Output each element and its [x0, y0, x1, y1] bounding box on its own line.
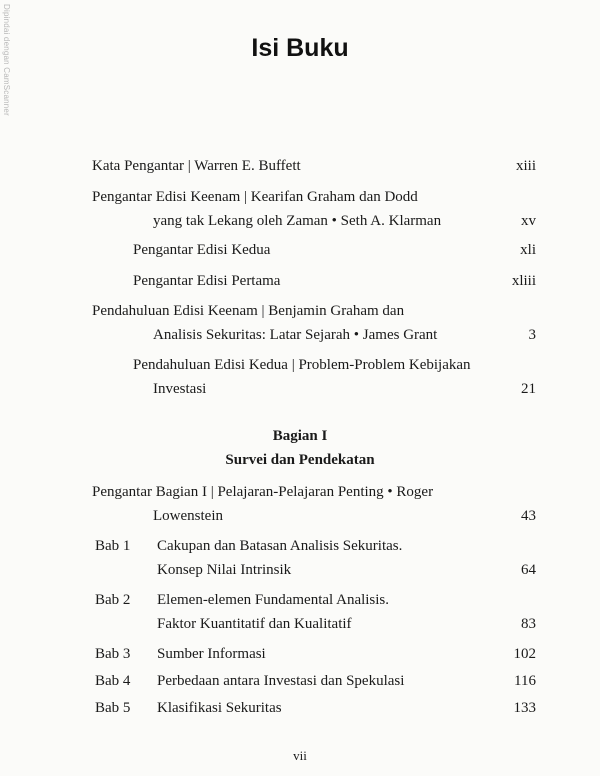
toc-entry-line: yang tak Lekang oleh Zaman • Seth A. Klarman	[153, 213, 442, 229]
chapter-title-line: Sumber Informasi	[157, 646, 266, 662]
toc-entry-line: Pendahuluan Edisi Kedua | Problem-Problem Kebijakan	[133, 357, 471, 373]
toc-entry-line: Lowenstein	[153, 508, 223, 524]
chapter-title-line: Faktor Kuantitatif dan Kualitatif	[157, 616, 352, 632]
toc-entry-line: Pengantar Edisi Kedua	[133, 242, 271, 258]
chapter-page: 102	[513, 646, 536, 662]
chapter-page: 116	[514, 673, 536, 689]
chapter-label: Bab 4	[95, 673, 131, 689]
toc-entry-page: xliii	[511, 273, 536, 289]
chapter-title-line: Elemen-elemen Fundamental Analisis.	[157, 592, 390, 608]
chapter-label: Bab 2	[95, 592, 131, 608]
chapter-page: 83	[521, 616, 536, 632]
toc-entry-line: Pendahuluan Edisi Keenam | Benjamin Graham dan	[92, 303, 405, 319]
toc-entry-page: 43	[521, 508, 536, 524]
watermark-text: Dipindai dengan CamScanner	[2, 4, 11, 116]
chapter-page: 64	[521, 562, 536, 578]
part-title: Survei dan Pendekatan	[225, 452, 375, 468]
toc-entry-line: Investasi	[153, 381, 207, 397]
part-label: Bagian I	[272, 428, 328, 444]
toc-entry-line: Pengantar Edisi Keenam | Kearifan Graham dan Dodd	[92, 189, 418, 205]
chapter-title-line: Konsep Nilai Intrinsik	[157, 562, 292, 578]
toc-entry-page: 3	[528, 327, 536, 343]
chapter-title-line: Perbedaan antara Investasi dan Spekulasi	[157, 673, 405, 689]
chapter-page: 133	[513, 700, 536, 716]
chapter-title-line: Cakupan dan Batasan Analisis Sekuritas.	[157, 538, 403, 554]
chapter-label: Bab 3	[95, 646, 131, 662]
toc-entry-line: Analisis Sekuritas: Latar Sejarah • James Grant	[153, 327, 438, 343]
page-number: vii	[293, 748, 307, 763]
camscanner-watermark	[0, 0, 14, 160]
toc-entry-page: 21	[521, 381, 536, 397]
toc-entry-line: Pengantar Bagian I | Pelajaran-Pelajaran Penting • Roger	[92, 484, 434, 500]
toc-entry-page: xiii	[515, 158, 536, 174]
chapter-title-line: Klasifikasi Sekuritas	[157, 700, 282, 716]
page-title: Isi Buku	[251, 34, 349, 62]
toc-entry-line: Pengantar Edisi Pertama	[133, 273, 281, 289]
toc-entry-page: xv	[521, 213, 536, 229]
chapter-label: Bab 1	[95, 538, 131, 554]
toc-entry-line: Kata Pengantar | Warren E. Buffett	[92, 158, 301, 174]
chapter-label: Bab 5	[95, 700, 131, 716]
toc-entry-page: xli	[520, 242, 536, 258]
